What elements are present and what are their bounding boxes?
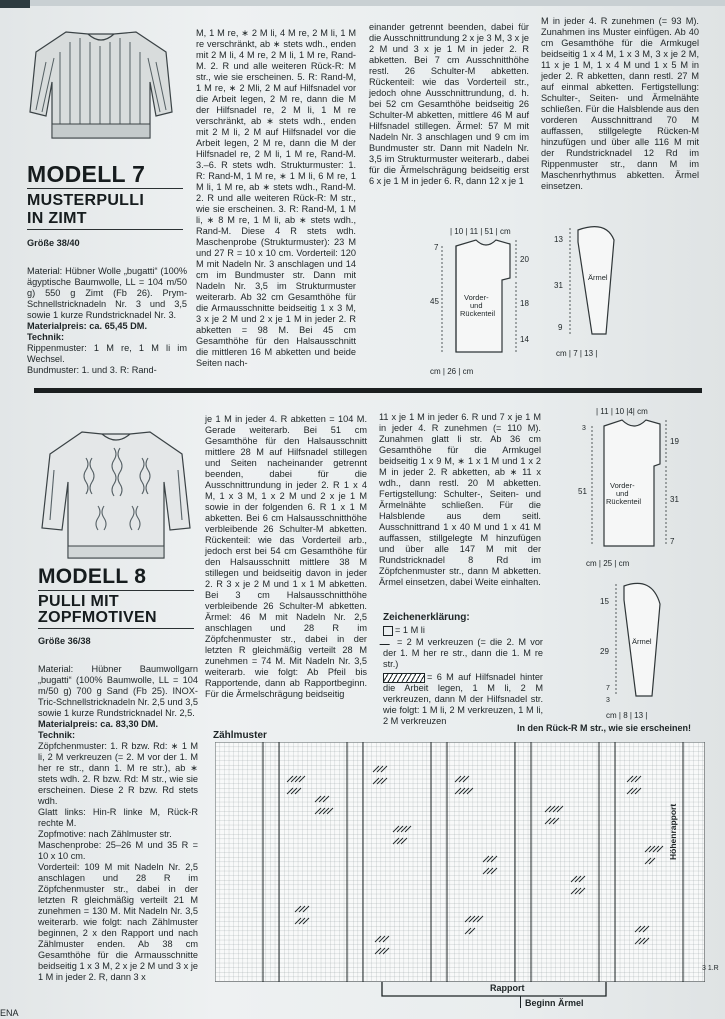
sleeve-start-label: Beginn Ärmel bbox=[525, 998, 584, 1008]
corner-text: ENA bbox=[0, 1008, 19, 1018]
m8-material: Material: Hübner Baumwollgarn „bugatti“ (100% Baumwolle, LL = 104 m/50 g) 700 g Sand (Fb 25). INOX-Tric-Schnellstricknadeln Nr. 2,5 und 3,5 sowie 1 kurze Rundstricknadel Nr. 2,5. bbox=[38, 664, 199, 718]
m7-diag-r3: 14 bbox=[520, 335, 529, 344]
m8-vorderteil: Vorderteil: 109 M mit Nadeln Nr. 2,5 anschlagen und 28 R im Zöpfchenmuster str., dabei in der letzten R gleichmäßig verteilt 21 M zunehmen = 130 M. Mit Nadeln Nr. 3,5 weiterarb. wie folgt: nach Zählmuster beginnen, 2 x den Rapport und nach Zählmuster enden. Ab 38 cm Gesamthöhe für die Armausschnitte beidseitig 1 x 3 M, 2 x je 2 M und 3 x je 1 M in jeder 2. R, dann 3 x bbox=[38, 862, 198, 982]
m8-diag-bottom: cm | 25 | cm bbox=[586, 559, 630, 568]
sweater-7-photo bbox=[26, 12, 176, 142]
m8-sleeve-left: 29 bbox=[600, 647, 609, 656]
model-7-title-1: MUSTERPULLI bbox=[27, 192, 145, 209]
chart-title: Zählmuster bbox=[213, 730, 267, 741]
legend-item-1-text: = 1 M li bbox=[395, 625, 425, 635]
m7-sleeve-bottom: cm | 7 | 13 | bbox=[556, 349, 598, 358]
legend-item-2 bbox=[383, 636, 543, 670]
cable-symbol-icon bbox=[383, 673, 425, 683]
m7-technik: Technik: bbox=[27, 332, 65, 342]
legend-item-1 bbox=[383, 625, 543, 636]
purl-symbol-icon bbox=[383, 626, 393, 636]
legend-item-3-text: = 6 M auf Hilfsnadel hinter die Arbeit legen, 1 M li, 2 M verkreuzen, dann M der Hilfsnadel str. wie folgt: 1 M li, 2 M verkreuzen, 1 M li, 2 M verkreuzen bbox=[383, 672, 543, 726]
m8-diag-left: 51 bbox=[578, 487, 587, 496]
chart-side-label: Höhenrapport bbox=[668, 803, 678, 860]
model-7-title-2: IN ZIMT bbox=[27, 210, 87, 227]
m7-diag-label-2: und bbox=[470, 301, 483, 310]
m8-zoepfchen: Zöpfchenmuster: 1. R bzw. Rd: ∗ 1 M li, 2 M verkreuzen (= 2. M vor der 1. M her re str., dann 1. M re str.), ab ∗ stets wdh. 2. R bzw. Rd: M str., wie sie erscheinen. Diese 2 R bzw. Rd stets wdh. bbox=[38, 741, 198, 806]
m7-diag-left: 45 bbox=[430, 297, 439, 306]
m8-glatt: Glatt links: Hin-R linke M, Rück-R rechte M. bbox=[38, 807, 198, 828]
m7-sleeve-top: 13 bbox=[554, 235, 563, 244]
m7-bund: Bundmuster: 1. und 3. R: Rand- bbox=[27, 365, 157, 375]
sleeve-start-arrow-icon bbox=[520, 996, 521, 1008]
model-8-title-1: PULLI MIT bbox=[38, 593, 119, 610]
legend-item-3 bbox=[383, 672, 543, 727]
m7-sleeve-left: 31 bbox=[554, 281, 563, 290]
m7-diag-r2: 18 bbox=[520, 299, 529, 308]
m7-diag-top: | 10 | 11 | 51 | cm bbox=[450, 227, 511, 236]
legend bbox=[383, 612, 543, 727]
model-8-column-3: 11 x je 1 M in jeder 6. R und 7 x je 1 M in jeder 4. R zunehmen (= 110 M). Zunahmen glatt li str. Ab 36 cm Gesamthöhe für die Armkugel beidseitig 1 x 9 M, ∗ 1 x 1 M und 1 x 2 M in jeder 2. R abketten, ab ∗ 11 x wdh., dann restl. 20 M abketten. Fertigstellung: Schulter-, Seiten- und Ärmelnähte schließen. Für die Halsblende aus dem seitl. Ausschnittrand 1 x 40 M und 1 x 41 M auffassen, stillgelegte M hinzufügen und über alle 147 M mit der Rundstricknadel 8 Rd im Zöpfchenmuster str., dann M abketten. Ärmel einsetzen, dabei Weite einhalten. bbox=[379, 412, 541, 587]
model-8-column-1 bbox=[38, 664, 198, 983]
model-8-title-rule bbox=[38, 628, 194, 629]
m8-diag-label-1: Vorder- bbox=[610, 481, 635, 490]
m7-diag-bottom: cm | 26 | cm bbox=[430, 367, 474, 376]
m8-price: Materialpreis: ca. 83,30 DM. bbox=[38, 719, 159, 729]
m8-diag-label-2: und bbox=[616, 489, 629, 498]
m7-diag-r1: 20 bbox=[520, 255, 529, 264]
m7-diag-label-3: Rückenteil bbox=[460, 309, 496, 318]
stitch-chart bbox=[215, 742, 705, 982]
legend-item-2-text: = 2 M verkreuzen (= die 2. M vor der 1. M her re str., dann die 1. M re str.) bbox=[383, 637, 543, 669]
legend-title: Zeichenerklärung: bbox=[383, 612, 470, 623]
m8-zopf: Zopfmotive: nach Zählmuster str. bbox=[38, 829, 172, 839]
m7-material: Material: Hübner Wolle „bugatti“ (100% ägyptische Baumwolle, LL = 104 m/50 g) 550 g Zimt (Fb 26). Prym-Schnellstricknadeln Nr. 3 und 3,5 sowie 1 kurze Rundstricknadel Nr. 3. bbox=[27, 266, 187, 320]
sweater-8-photo bbox=[36, 418, 196, 568]
model-8-title-2: ZOPFMOTIVEN bbox=[38, 609, 157, 626]
model-8-column-2: je 1 M in jeder 4. R abketten = 104 M. Gerade weiterarb. Bei 51 cm Gesamthöhe für den Halsausschnitt mittlere 28 M auf Hilfsnadel stillegen und Seiten nacheinander getrennt beenden, dabei für die Ausschnittrundung in jeder 2. R 1 x 4 M, 1 x 3 M, 1 x 2 M und 2 x je 1 M sowie in der folgenden 6. R 1 x 1 M abketten. Bei 6 cm Halsausschnitthöhe verbleibende 26 Schulter-M abketten. Rückenteil: wie das Vorderteil arb., jedoch erst bei 54 cm Gesamthöhe für den Halsausschnitt mittlere 38 M stillegen und beidseitig davon in jeder 2. R 3 x je 2 M und 1 x 1 M abketten. Bei 3 cm Halsausschnitthöhe verbleibende 26 Schulter-M abketten. Ärmel: 46 M mit Nadeln Nr. 2,5 anschlagen und 28 R im Zöpfchenmuster str., dabei in der letzten R gleichmäßig verteilt 28 M zunehmen = 74 M. Mit Nadeln Nr. 3,5 weiterarb. wie folgt: Ab Pfeil bis Rapportende, dann ab Rapportbeginn. Für die Ärmelschrägung beidseitig bbox=[205, 414, 367, 699]
m8-sleeve-bottom: cm | 8 | 13 | bbox=[606, 711, 648, 720]
model-7-rule bbox=[27, 188, 183, 189]
m7-price: Materialpreis: ca. 65,45 DM. bbox=[27, 321, 148, 331]
m8-probe: Maschenprobe: 25–26 M und 35 R = 10 x 10 cm. bbox=[38, 840, 198, 861]
m8-technik: Technik: bbox=[38, 730, 76, 740]
m8-diag-r2: 31 bbox=[670, 495, 679, 504]
model-7-column-3: einander getrennt beenden, dabei für die Ausschnittrundung 2 x je 3 M, 3 x je 2 M und 3 x je 1 M in jeder 2. R abketten. Bei 7 cm Ausschnitthöhe restl. 26 Schulter-M abketten. Rückenteil: wie das Vorderteil str., jedoch ohne Ausschnittrundung, d. h. bei 52 cm Gesamthöhe beidseitig 26 Schulter-M abketten, mittlere 46 M auf Hilfsnadel stillegen. Ärmel: 57 M mit Nadeln Nr. 3 anschlagen und 9 cm im Bundmuster str. Dann mit Nadeln Nr. 3,5 im Strukturmuster weiterarb., dabei für die Ärmelschrägung beidseitig erst 6 x je 1 M in jeder 6. R, dann 12 x je 1 bbox=[369, 22, 529, 186]
model-7-column-2: M, 1 M re, ∗ 2 M li, 4 M re, 2 M li, 1 M re verschränkt, ab ∗ stets wdh., enden mit 2 M li, 4 M re, 2 M li, 1 M re, Rand-M. 2. R und alle weiteren Rück-R: M str., wie sie erscheinen. 5. R: Rand-M, 1 M re, ∗ 2 Mli, 2 M auf Hilfsnadel vor die Arbeit legen, 2 M re, dann die M der Hilfsnadel re, 2 M li, 1 M re verschränkt, ab ∗ stets wdh., enden mit 2 M li, 2 M auf Hilfsnadel vor die Arbeit legen, 2 M re, dann die M der Hilfsnadel re, 2 M li, 1 M re, Rand-M. 3.–6. R stets wdh. Strukturmuster: 1. R: Rand-M, 1 M re, ∗ 1 M li, 6 M re, 1 M li, 1 M re, ab ∗ stets wdh., Rand-M. 2. R und alle weiteren Rück-R: M str., wie sie erscheinen. 3. R: Rand-M, 1 M li, ∗ 8 M re, 1 M li, ab ∗ stets wdh., Rand-M. Diese 4 R stets wdh. Maschenprobe (Strukturmuster): 23 M und 27 R = 10 x 10 cm. Vorderteil: 120 M mit Nadeln Nr. 3 anschlagen und 14 cm im Bundmuster str. Dann mit Nadeln Nr. 3,5 im Strukturmuster weiterarb. Ab 32 cm Gesamthöhe für die Armausschnitte beidseitig 1 x 3 M, 3 x je 2 M und 2 x je 1 M in jeder 2. R abketten = 98 M. Bei 45 cm Gesamthöhe für den Halsausschnitt die mittleren 16 M abketten und beide Seiten nach- bbox=[196, 28, 356, 368]
chart-corner: 3 1.R bbox=[702, 965, 719, 972]
model-7-size: Größe 38/40 bbox=[27, 238, 80, 248]
m8-diag-small: 3 bbox=[582, 425, 586, 432]
top-band bbox=[0, 0, 725, 6]
m8-diag-r3: 7 bbox=[670, 537, 675, 546]
m8-diag-label-3: Rückenteil bbox=[606, 497, 642, 506]
m8-diag-r1: 19 bbox=[670, 437, 679, 446]
m7-rippen: Rippenmuster: 1 M re, 1 M li im Wechsel. bbox=[27, 343, 187, 364]
section-divider bbox=[34, 388, 702, 393]
model-7-body-diagram bbox=[424, 224, 544, 382]
model-8-body-diagram bbox=[576, 404, 701, 572]
model-7-title-rule bbox=[27, 229, 183, 230]
m8-sleeve-small-1: 7 bbox=[606, 685, 610, 692]
rapport-label: Rapport bbox=[490, 983, 525, 993]
chart-note: In den Rück-R M str., wie sie erscheinen! bbox=[517, 723, 692, 733]
m7-sleeve-label: Ärmel bbox=[588, 273, 608, 282]
model-7-sleeve-diagram bbox=[548, 222, 638, 362]
model-8-size: Größe 36/38 bbox=[38, 636, 91, 646]
model-7-column-4: M in jeder 4. R zunehmen (= 93 M). Zunahmen ins Muster einfügen. Ab 40 cm Gesamthöhe für die Armkugel beidseitig 1 x 4 M, 1 x 3 M, 3 x je 2 M, 11 x je 1 M, 1 x 4 M und 1 x 5 M in jeder 2. R abketten, dann restl. 27 M auf einmal abketten. Fertigstellung: Schulter-, Seiten- und Ärmelnähte schließen. Für die Halsblende aus den vorderen Ausschnittrand 70 M auffassen, stillgelegte Rücken-M hinzufügen und über alle 116 M mit der Rundstricknadel 12 Rd im Rippenmuster str., dann M im Maschenrhythmus abketten. Ärmel einsetzen. bbox=[541, 16, 699, 191]
m7-diag-label-1: Vorder- bbox=[464, 293, 489, 302]
m7-diag-left-top: 7 bbox=[434, 243, 439, 252]
m8-sleeve-label: Ärmel bbox=[632, 637, 652, 646]
m7-sleeve-small: 9 bbox=[558, 323, 563, 332]
model-7-column-1 bbox=[27, 266, 187, 376]
model-7-heading: MODELL 7 bbox=[27, 161, 146, 187]
m8-diag-top: | 11 | 10 |4| cm bbox=[596, 407, 648, 416]
m8-sleeve-small-2: 3 bbox=[606, 697, 610, 704]
cross-symbol-icon bbox=[379, 636, 397, 645]
model-8-rule bbox=[38, 590, 194, 591]
header-tab bbox=[0, 0, 30, 8]
m8-sleeve-top: 15 bbox=[600, 597, 609, 606]
model-8-heading: MODELL 8 bbox=[38, 565, 147, 588]
model-8-sleeve-diagram bbox=[596, 578, 696, 724]
